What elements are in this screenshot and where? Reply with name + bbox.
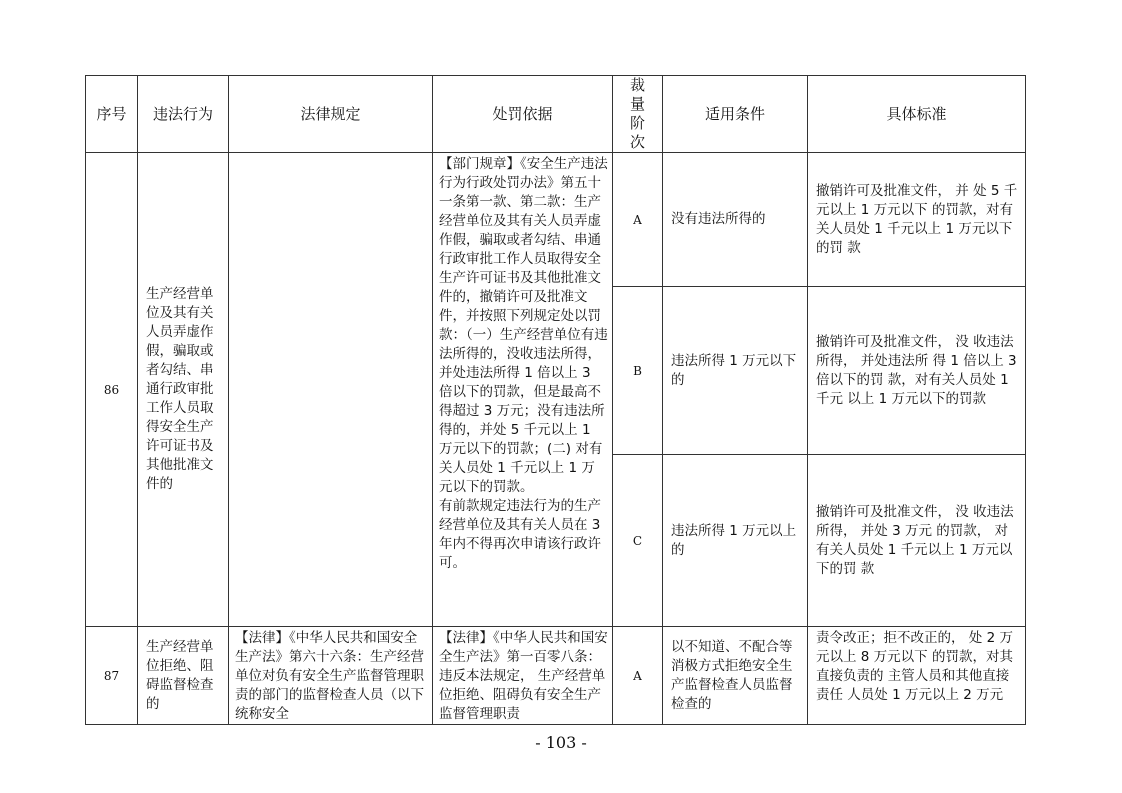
penalty-table — [85, 75, 1026, 725]
row86-law — [229, 153, 433, 627]
row86-basis-extra: 有前款规定违法行为的生产经营单位及其有关人员在 3 年内不得再次申请该行政许可。 — [439, 498, 601, 571]
row86-standard-b: 撤销许可及批准文件， 没 收违法所得， 并处违法所 得 1 倍以上 3 倍以下的罚 款，对有关人员处 1 千元 以上 1 万元以下的罚款 — [808, 287, 1026, 455]
row86-violation: 生产经营单位及其有关人员弄虚作假，骗取或者勾结、串通行政审批工作人员取得安全生产许可证书及其他批准文件的 — [138, 153, 229, 627]
row86-standard-a: 撤销许可及批准文件， 并 处 5 千元以上 1 万元以下 的罚款，对有关人员处 1 千元以上 1 万元以下的罚 款 — [808, 153, 1026, 287]
header-seq: 序号 — [86, 76, 138, 153]
row86-condition-c: 违法所得 1 万元以上的 — [663, 455, 808, 627]
row86-grade-a: A — [613, 153, 663, 287]
header-condition: 适用条件 — [663, 76, 808, 153]
header-row — [86, 76, 1026, 153]
row87-basis: 【法律】《中华人民共和国安全生产法》第一百零八条：违反本法规定， 生产经营单位拒绝、阻碍负有安全生产监督管理职责 — [433, 627, 613, 725]
row86-basis — [433, 153, 613, 627]
header-law: 法律规定 — [229, 76, 433, 153]
row87-violation: 生产经营单位拒绝、阻碍监督检查的 — [138, 627, 229, 725]
header-basis: 处罚依据 — [433, 76, 613, 153]
page-number: - 103 - — [535, 733, 587, 752]
row86-grade-c: C — [613, 455, 663, 627]
table-row — [86, 627, 1026, 725]
row87-grade-a: A — [613, 627, 663, 725]
table-row — [86, 153, 1026, 287]
row87-seq: 87 — [86, 627, 138, 725]
row86-condition-b: 违法所得 1 万元以下的 — [663, 287, 808, 455]
header-grade: 裁量阶次 — [613, 76, 663, 153]
row87-standard: 责令改正；拒不改正的， 处 2 万元以上 8 万元以下 的罚款，对其直接负责的 主管人员和其他直接责任 人员处 1 万元以上 2 万元 — [808, 627, 1026, 725]
row86-grade-b: B — [613, 287, 663, 455]
row86-standard-c: 撤销许可及批准文件， 没 收违法所得， 并处 3 万元 的罚款， 对有关人员处 1 千元以上 1 万元以下的罚 款 — [808, 455, 1026, 627]
header-standard: 具体标准 — [808, 76, 1026, 153]
header-violation: 违法行为 — [138, 76, 229, 153]
row87-condition: 以不知道、不配合等消极方式拒绝安全生产监督检查人员监督检查的 — [663, 627, 808, 725]
row86-seq: 86 — [86, 153, 138, 627]
row87-law: 【法律】《中华人民共和国安全生产法》第六十六条：生产经营单位对负有安全生产监督管理职责的部门的监督检查人员（以下统称安全 — [229, 627, 433, 725]
row86-basis-main: 【部门规章】《安全生产违法行为行政处罚办法》第五十一条第一款、第二款：生产经营单位及其有关人员弄虚作假，骗取或者勾结、串通行政审批工作人员取得安全生产许可证书及其他批准文件的，撤销许可及批准文件，并按照下列规定处以罚款：（一）生产经营单位有违法所得的，没收违法所得，并处违法所得 1 倍以上 3 倍以下的罚款，但是最高不得超过 3 万元；没有违法所得的，并处 5 千元以上 1 万元以下的罚款；(二) 对有关人员处 1 千元以上 1 万元以下的罚款。 — [439, 156, 608, 495]
row86-condition-a: 没有违法所得的 — [663, 153, 808, 287]
